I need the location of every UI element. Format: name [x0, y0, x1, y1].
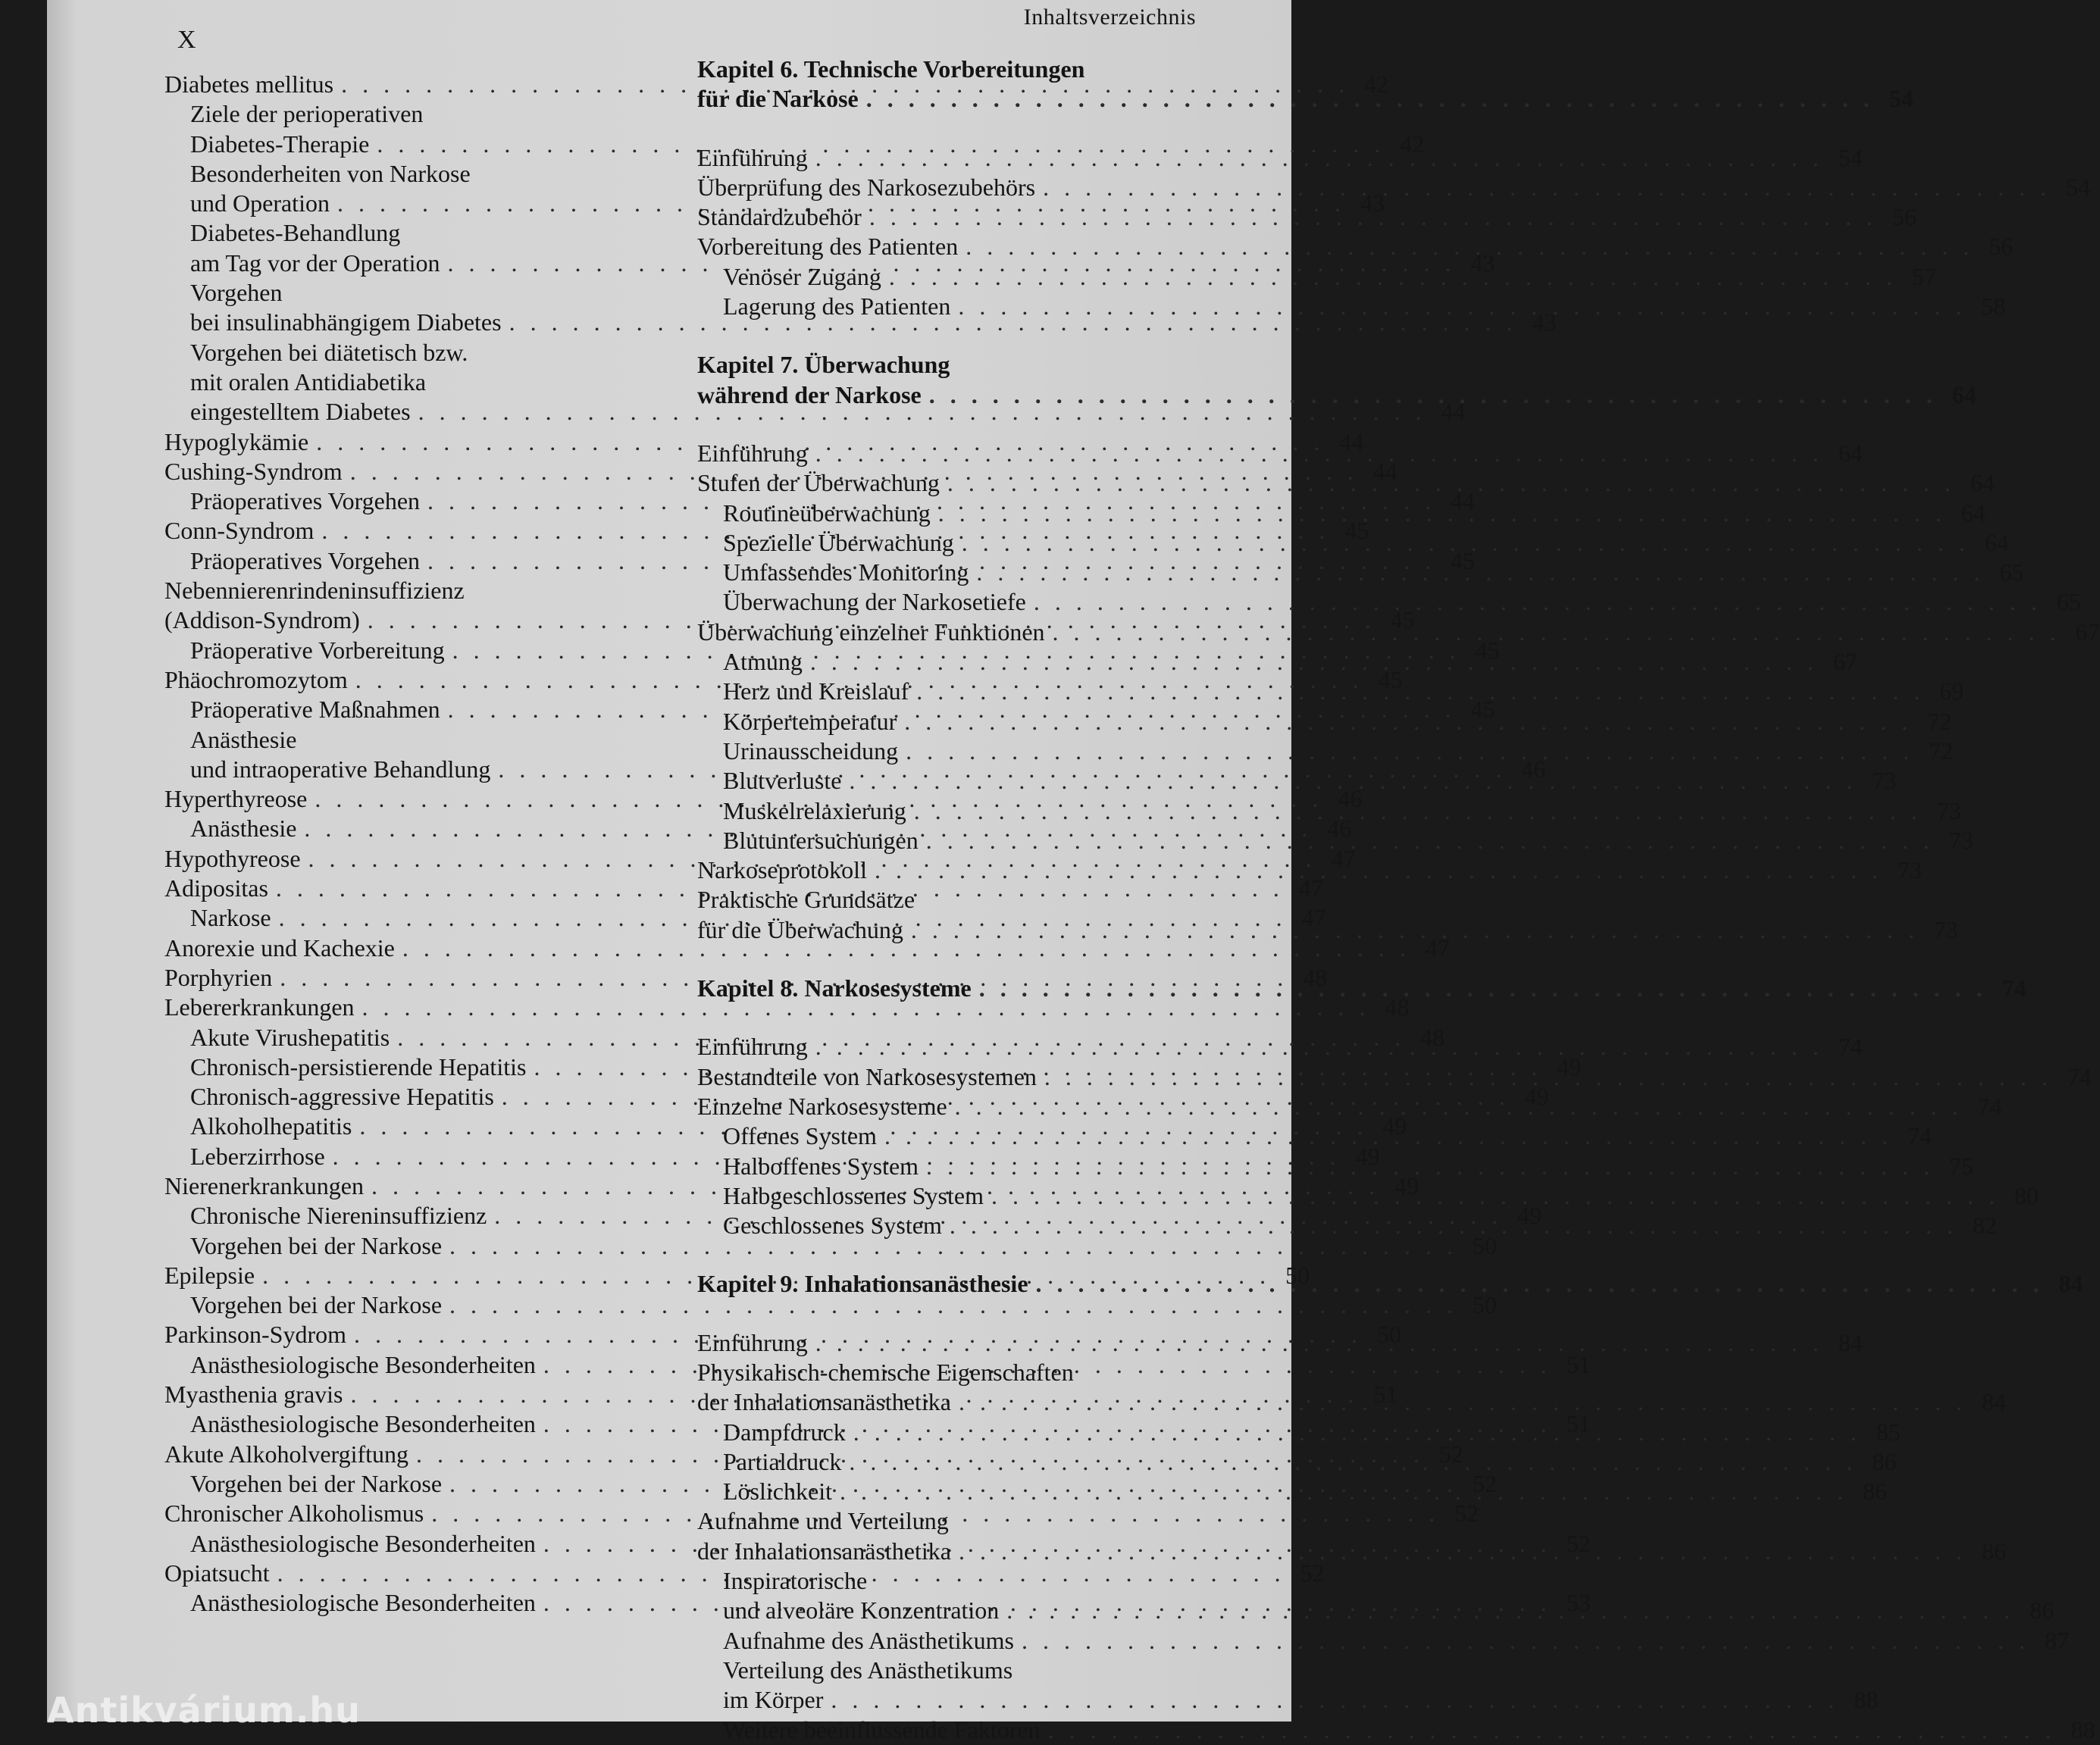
toc-entry-title: Körpertemperatur: [723, 707, 897, 735]
toc-entry-title: während der Narkose: [697, 380, 922, 408]
toc-page-number: 49: [1355, 1142, 1380, 1170]
toc-page-number: 88: [1854, 1686, 1879, 1714]
toc-entry-title: Partialdruck: [723, 1447, 842, 1475]
toc-entry-title: Blutverluste: [723, 767, 842, 795]
dot-leader: [815, 143, 1823, 173]
toc-subentry: [164, 218, 714, 248]
toc-page-number: 74: [1838, 1033, 1863, 1061]
toc-entry-title: Vorbereitung des Patienten: [697, 233, 959, 261]
toc-entry-title: Nebennierenrindeninsuffizienz: [164, 577, 465, 605]
toc-page-number: 84: [1838, 1328, 1863, 1356]
toc-subentry: [697, 736, 1954, 766]
toc-entry-title: Conn-Syndrom: [164, 517, 315, 545]
toc-chapter-heading: [697, 350, 1244, 380]
toc-entry-title: Spezielle Überwachung: [723, 528, 954, 556]
toc-page-number: 45: [1378, 665, 1403, 693]
toc-page-number: 42: [1400, 130, 1425, 158]
toc-page-number: 45: [1470, 696, 1495, 724]
toc-page-number: 57: [1911, 262, 1936, 290]
dot-leader: [911, 915, 1919, 945]
toc-entry-title: Routineüberwachung: [723, 499, 931, 527]
toc-entry-title: Lagerung des Patienten: [723, 292, 951, 321]
dot-leader: [1036, 1269, 2044, 1299]
toc-entry-title: Anästhesiologische Besonderheiten: [190, 1589, 536, 1617]
toc-page-number: 84: [2058, 1270, 2083, 1298]
toc-subentry: [697, 587, 2081, 617]
toc-entry-title: Alkoholhepatitis: [190, 1112, 352, 1140]
toc-entry-title: Kapitel 7. Überwachung: [697, 351, 950, 379]
toc-entry-title: Atmung: [723, 648, 803, 676]
toc-entry-title: Hypoglykämie: [164, 427, 309, 455]
dot-leader: [849, 1447, 1857, 1477]
toc-entry: [164, 933, 1450, 963]
toc-entry-title: für die Überwachung: [697, 915, 903, 943]
page-numeral: X: [177, 26, 196, 54]
toc-entry-title: Dampfdruck: [723, 1418, 846, 1446]
toc-page-number: 49: [1517, 1202, 1542, 1230]
toc-page-number: 48: [1420, 1023, 1445, 1051]
toc-entry-title: Anorexie und Kachexie: [164, 933, 395, 962]
toc-entry-title: Diabetes-Behandlung: [190, 219, 401, 247]
toc-page-number: 64: [1838, 439, 1863, 467]
toc-page-number: 51: [1566, 1350, 1591, 1378]
toc-page-number: 52: [1473, 1469, 1498, 1497]
toc-entry-title: Offenes System: [723, 1122, 877, 1150]
toc-subentry: [164, 367, 714, 397]
dot-leader: [959, 1537, 1967, 1566]
dot-leader: [955, 1092, 1963, 1121]
toc-entry-title: Halbgeschlossenes System: [723, 1181, 984, 1209]
toc-subentry: [697, 1715, 2095, 1745]
toc-page-number: 87: [2044, 1626, 2069, 1654]
toc-page-number: 44: [1451, 487, 1476, 515]
toc-chapter-heading: [697, 380, 1976, 410]
toc-entry-title: Vorgehen bei der Narkose: [190, 1291, 443, 1319]
toc-entry-title: und intraoperative Behandlung: [190, 755, 491, 783]
toc-entry-title: Adipositas: [164, 874, 268, 902]
toc-entry-title: mit oralen Antidiabetika: [190, 367, 427, 396]
toc-entry-title: Standardzubehör: [697, 203, 862, 231]
toc-entry-title: Chronischer Alkoholismus: [164, 1500, 424, 1528]
toc-entry-title: Anästhesiologische Besonderheiten: [190, 1529, 536, 1557]
toc-entry-title: Einführung: [697, 1033, 808, 1061]
toc-page-number: 64: [1961, 499, 1986, 527]
dot-leader: [1044, 1062, 2052, 1092]
toc-entry-title: und Operation: [190, 189, 330, 217]
toc-entry-title: Akute Virushepatitis: [190, 1023, 390, 1051]
toc-subentry: [697, 292, 2006, 321]
toc-chapter-heading: [697, 55, 1244, 84]
toc-page-number: 56: [1989, 233, 2014, 261]
toc-entry-title: Ziele der perioperativen: [190, 100, 424, 128]
toc-subentry: [697, 1685, 1879, 1715]
dot-leader: [815, 1328, 1823, 1358]
toc-page-number: 80: [2014, 1181, 2039, 1209]
running-head: Inhaltsverzeichnis: [1023, 5, 1196, 30]
toc-page-number: 73: [1933, 915, 1958, 943]
toc-entry-title: (Addison-Syndrom): [164, 606, 360, 634]
dot-leader: [976, 558, 1984, 587]
toc-subentry: [164, 159, 714, 189]
toc-entry-title: Überwachung einzelner Funktionen: [697, 618, 1045, 646]
toc-page-number: 84: [1981, 1388, 2006, 1416]
toc-page-number: 48: [1385, 993, 1410, 1021]
toc-page-number: 43: [1360, 189, 1385, 217]
toc-page-number: 64: [1970, 469, 1995, 497]
toc-page-number: 74: [1977, 1092, 2002, 1120]
toc-entry-title: Anästhesie: [190, 725, 297, 753]
toc-entry-title: bei insulinabhängigem Diabetes: [190, 308, 502, 336]
toc-page-number: 42: [1364, 70, 1389, 98]
toc-entry-title: Chronische Niereninsuffizienz: [190, 1202, 487, 1230]
toc-entry-title: Kapitel 9. Inhalationsanästhesie: [697, 1270, 1028, 1298]
toc-entry-title: Kapitel 8. Narkosesysteme: [697, 974, 972, 1002]
dot-leader: [831, 1685, 1839, 1715]
toc-page-number: 73: [1948, 826, 1973, 854]
toc-page-number: 74: [2001, 974, 2026, 1002]
toc-subentry: [164, 397, 1466, 427]
toc-entry-title: Myasthenia gravis: [164, 1381, 343, 1409]
dot-leader: [1022, 1626, 2030, 1656]
toc-entry-title: Präoperatives Vorgehen: [190, 546, 421, 574]
toc-entry-title: Anästhesiologische Besonderheiten: [190, 1350, 536, 1378]
toc-entry-title: Chronisch-persistierende Hepatitis: [190, 1052, 527, 1080]
toc-entry-title: der Inhalationsanästhetika: [697, 1537, 951, 1565]
toc-entry-title: und alveoläre Konzentration: [723, 1596, 1000, 1625]
toc-entry-title: Vorgehen: [190, 279, 283, 307]
toc-entry-title: Venöser Zugang: [723, 262, 881, 290]
toc-entry-title: Parkinson-Sydrom: [164, 1321, 346, 1349]
dot-leader: [1053, 618, 2061, 647]
toc-page-number: 67: [1832, 648, 1857, 676]
toc-entry-title: Halboffenes System: [723, 1152, 919, 1180]
toc-page-number: 64: [1951, 380, 1976, 408]
toc-page-number: 49: [1524, 1083, 1549, 1111]
toc-subentry: [164, 338, 714, 367]
toc-subentry: [164, 725, 714, 755]
toc-entry-title: Weitere beeinflussende Faktoren: [723, 1715, 1041, 1743]
dot-leader: [1043, 173, 2051, 202]
toc-page-number: 46: [1521, 755, 1546, 783]
book-page: [47, 0, 2100, 1743]
toc-page-number: 54: [2066, 173, 2091, 201]
toc-entry-title: Vorgehen bei der Narkose: [190, 1469, 443, 1497]
toc-entry-title: Diabetes mellitus: [164, 70, 334, 98]
dot-leader: [926, 826, 1934, 855]
toc-subentry: [164, 1231, 1498, 1261]
toc-entry-title: Verteilung des Anästhetikums: [723, 1656, 1013, 1684]
toc-entry-title: Präoperatives Vorgehen: [190, 487, 421, 515]
toc-entry: [697, 232, 2014, 261]
dot-leader: [884, 1121, 1892, 1151]
toc-entry-title: Anästhesiologische Besonderheiten: [190, 1410, 536, 1438]
toc-entry-title: Einführung: [697, 439, 808, 467]
toc-page-number: 49: [1394, 1171, 1419, 1199]
toc-entry-title: Leberzirrhose: [190, 1142, 325, 1170]
dot-leader: [914, 796, 1922, 826]
toc-entry-title: im Körper: [723, 1686, 824, 1714]
dot-leader: [1034, 587, 2042, 617]
toc-page-number: 51: [1566, 1410, 1591, 1438]
dot-leader: [959, 1387, 1967, 1417]
toc-entry-title: Hypothyreose: [164, 844, 301, 872]
toc-entry-title: Narkoseprotokoll: [697, 856, 867, 884]
toc-page-number: 45: [1451, 546, 1476, 574]
toc-entry-title: Aufnahme und Verteilung: [697, 1507, 949, 1535]
toc-entry-title: Nierenerkrankungen: [164, 1171, 364, 1199]
toc-page-number: 50: [1473, 1291, 1498, 1319]
toc-page-number: 52: [1300, 1559, 1325, 1587]
toc-entry-title: Lebererkrankungen: [164, 993, 355, 1021]
toc-entry-title: Präoperative Vorbereitung: [190, 636, 445, 664]
toc-page-number: 47: [1298, 874, 1323, 902]
toc-page-number: 54: [1889, 85, 1914, 113]
toc-entry-title: Diabetes-Therapie: [190, 130, 370, 158]
toc-entry-title: Opiatsucht: [164, 1559, 270, 1587]
dot-leader: [853, 1418, 1861, 1447]
dot-leader: [866, 84, 1874, 114]
toc-page-number: 52: [1454, 1500, 1479, 1528]
toc-page-number: 73: [1936, 796, 1961, 824]
toc-page-number: 75: [1949, 1152, 1974, 1180]
toc-page-number: 50: [1473, 1231, 1498, 1259]
toc-page-number: 69: [1939, 677, 1964, 705]
toc-entry-title: der Inhalationsanästhetika: [697, 1388, 951, 1416]
toc-page-number: 72: [1929, 736, 1954, 765]
toc-entry-title: Epilepsie: [164, 1261, 255, 1289]
dot-leader: [947, 468, 1955, 498]
toc-entry-title: Herz und Kreislauf: [723, 677, 909, 705]
dot-leader: [889, 262, 1897, 292]
toc-page-number: 73: [1872, 767, 1897, 795]
dot-leader: [906, 736, 1914, 766]
dot-leader: [869, 202, 1877, 232]
toc-entry-title: Einzelne Narkosesysteme: [697, 1092, 947, 1120]
toc-page-number: 82: [1972, 1212, 1997, 1240]
toc-entry-title: Umfassendes Monitoring: [723, 558, 969, 586]
toc-entry-title: Präoperative Maßnahmen: [190, 696, 440, 724]
dot-leader: [926, 1152, 1934, 1181]
toc-page-number: 47: [1301, 904, 1326, 932]
toc-entry-title: Überwachung der Narkosetiefe: [723, 588, 1026, 616]
toc-entry: [164, 576, 714, 605]
toc-page-number: 72: [1927, 707, 1952, 735]
toc-entry-title: Bestandteile von Narkosesystemen: [697, 1062, 1037, 1090]
toc-page-number: 44: [1441, 398, 1466, 426]
watermark: Antikvárium.hu: [47, 1690, 361, 1731]
toc-entry-title: Aufnahme des Anästhetikums: [723, 1626, 1014, 1654]
toc-entry-title: Anästhesie: [190, 815, 297, 843]
toc-page-number: 50: [1377, 1321, 1401, 1349]
toc-page-number: 49: [1557, 1052, 1582, 1080]
toc-page-number: 46: [1338, 785, 1363, 813]
toc-page-number: 46: [1327, 815, 1352, 843]
dot-leader: [962, 528, 1970, 558]
dot-leader: [929, 380, 1937, 410]
dot-leader: [916, 677, 1924, 706]
toc-page-number: 86: [1862, 1478, 1887, 1506]
toc-entry: [697, 885, 1244, 915]
dot-leader: [840, 1477, 1848, 1506]
toc-subentry: [164, 308, 1557, 337]
toc-subentry: [164, 278, 714, 308]
toc-page-number: 44: [1372, 457, 1397, 485]
toc-page-number: 49: [1382, 1112, 1407, 1140]
toc-page-number: 86: [2030, 1596, 2055, 1625]
toc-entry: [164, 993, 1410, 1022]
toc-page-number: 45: [1390, 606, 1415, 634]
dot-leader: [1006, 1596, 2014, 1625]
toc-page-number: 47: [1425, 933, 1450, 962]
toc-entry-title: Cushing-Syndrom: [164, 457, 343, 485]
toc-entry-title: Löslichkeit: [723, 1478, 832, 1506]
dot-leader: [958, 292, 1966, 321]
toc-page-number: 64: [1984, 528, 2009, 556]
toc-entry-title: Vorgehen bei diätetisch bzw.: [190, 338, 468, 366]
toc-page-number: 67: [2075, 618, 2100, 646]
toc-entry-title: Vorgehen bei der Narkose: [190, 1231, 443, 1259]
toc-page-number: 74: [1907, 1122, 1932, 1150]
toc-page-number: 52: [1566, 1529, 1591, 1557]
dot-leader: [810, 647, 1818, 677]
toc-entry-title: Stufen der Überwachung: [697, 469, 940, 497]
toc-entry-title: Überprüfung des Narkosezubehörs: [697, 173, 1036, 201]
dot-leader: [815, 1032, 1823, 1062]
toc-entry-title: Geschlossenes System: [723, 1212, 942, 1240]
toc-subentry: [697, 1626, 2069, 1656]
toc-page-number: 51: [1373, 1381, 1398, 1409]
dot-leader: [1048, 1715, 2056, 1745]
toc-entry-title: Chronisch-aggressive Hepatitis: [190, 1083, 494, 1111]
toc-entry-title: Physikalisch-chemische Eigenschaften: [697, 1358, 1074, 1386]
toc-page-number: 50: [1285, 1261, 1310, 1289]
toc-page-number: 86: [1872, 1447, 1897, 1475]
toc-page-number: 45: [1475, 636, 1500, 664]
toc-subentry: [697, 1566, 1244, 1596]
toc-page-number: 43: [1532, 308, 1557, 336]
toc-subentry: [164, 1290, 1498, 1320]
dot-leader: [979, 974, 1987, 1003]
toc-page-number: 54: [1838, 143, 1863, 171]
toc-entry-title: Porphyrien: [164, 963, 273, 991]
toc-page-number: 43: [1470, 249, 1495, 277]
toc-page-number: 52: [1439, 1440, 1464, 1468]
toc-page-number: 56: [1892, 203, 1917, 231]
toc-page-number: 47: [1331, 844, 1356, 872]
toc-page-number: 58: [1981, 292, 2006, 321]
toc-page-number: 88: [2070, 1715, 2095, 1743]
toc-page-number: 65: [2056, 588, 2081, 616]
toc-page-number: 45: [1344, 517, 1369, 545]
toc-page-number: 73: [1897, 856, 1922, 884]
toc-entry-title: Phäochromozytom: [164, 665, 348, 693]
toc-page-number: 74: [2067, 1062, 2092, 1090]
toc-entry-title: Akute Alkoholvergiftung: [164, 1440, 409, 1468]
dot-leader: [965, 232, 1973, 261]
dot-leader: [849, 766, 1857, 796]
toc-entry-title: für die Narkose: [697, 85, 859, 113]
toc-entry-title: Besonderheiten von Narkose: [190, 159, 471, 187]
toc-entry: [697, 173, 2091, 202]
dot-leader: [991, 1181, 1999, 1211]
dot-leader: [875, 855, 1882, 885]
toc-entry-title: eingestelltem Diabetes: [190, 398, 411, 426]
toc-entry-title: Kapitel 6. Technische Vorbereitungen: [697, 55, 1085, 83]
dot-leader: [938, 499, 1946, 528]
toc-entry-title: Einführung: [697, 1328, 808, 1356]
toc-subentry: [697, 1656, 1244, 1685]
toc-page-number: 48: [1303, 963, 1328, 991]
dot-leader: [904, 707, 1912, 736]
toc-entry-title: Hyperthyreose: [164, 785, 308, 813]
toc-entry-title: Muskelrelaxierung: [723, 796, 906, 824]
toc-entry-title: Blutuntersuchungen: [723, 826, 919, 854]
dot-leader: [950, 1211, 1958, 1240]
toc-entry-title: Praktische Grundsätze: [697, 886, 915, 914]
toc-entry: [697, 1506, 1244, 1536]
toc-page-number: 86: [1981, 1537, 2006, 1565]
toc-entry-title: Urinausscheidung: [723, 736, 899, 765]
toc-entry-title: Einführung: [697, 143, 808, 171]
toc-page-number: 53: [1566, 1589, 1591, 1617]
dot-leader: [815, 439, 1823, 468]
toc-page-number: 85: [1876, 1418, 1901, 1446]
toc-entry-title: Narkose: [190, 904, 271, 932]
toc-page-number: 44: [1339, 427, 1364, 455]
toc-page-number: 65: [1999, 558, 2024, 586]
toc-entry-title: am Tag vor der Operation: [190, 249, 440, 277]
toc-subentry: [164, 99, 714, 129]
toc-entry: [697, 1358, 1244, 1387]
toc-entry-title: Inspiratorische: [723, 1567, 868, 1595]
